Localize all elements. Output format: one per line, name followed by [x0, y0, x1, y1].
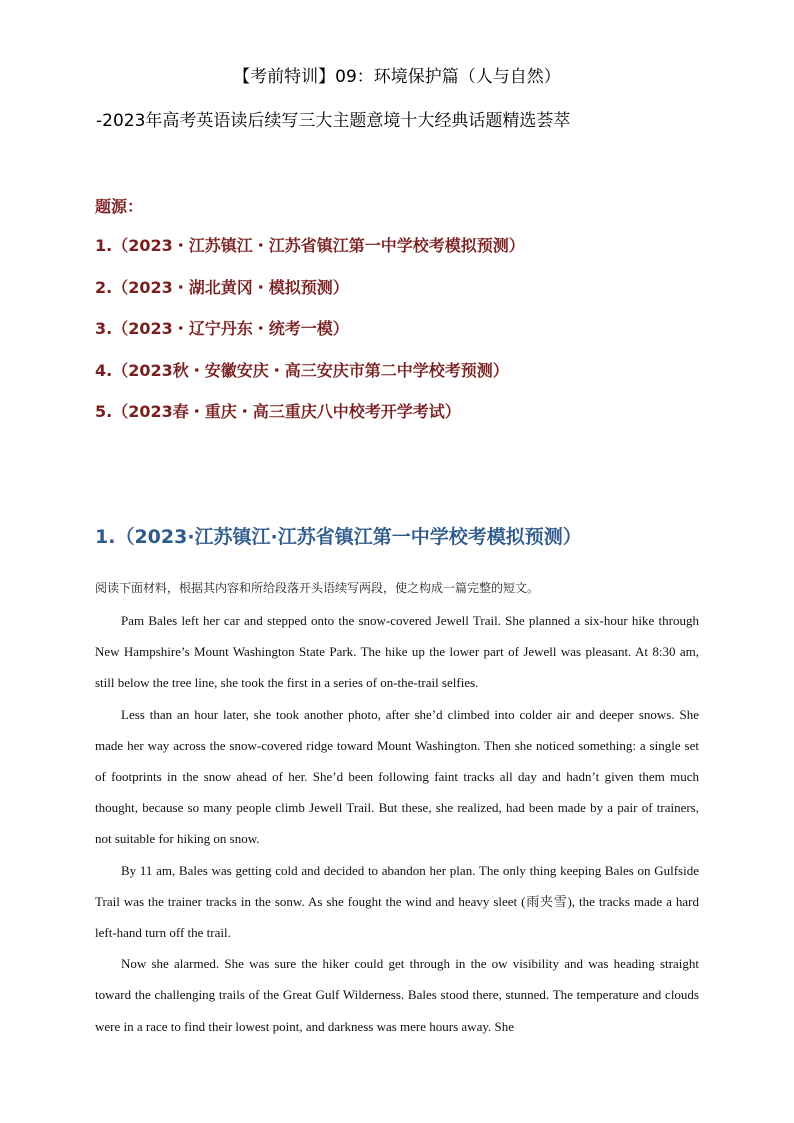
title-line-2: -2023年高考英语读后续写三大主题意境十大经典话题精选荟萃 — [96, 111, 571, 131]
passage-paragraph: By 11 am, Bales was getting cold and decided to abandon her plan. The only thing keeping Bales on Gulfside Trail was the trainer tracks in the sonw. As she fought the wind and heavy sleet (雨夹雪), the tracks made a hard left-hand turn off the trail. — [95, 862, 699, 941]
title-line-1: 【考前特训】09：环境保护篇（人与自然） — [233, 67, 561, 87]
source-item: 4.（2023秋・安徽安庆・高三安庆市第二中学校考预测） — [95, 360, 509, 380]
passage-paragraph: Less than an hour later, she took another photo, after she’d climbed into colder air and deeper snows. She made her way across the snow-covered ridge toward Mount Washington. Then she noticed something: a single set of footprints in the snow ahead of her. She’d been following faint tracks all day and hadn’t given them much thought, because so many people climb Jewell Trail. But these, she realized, had been made by a pair of trainers, not suitable for hiking on snow. — [95, 706, 699, 847]
section-heading: 1.（2023·江苏镇江·江苏省镇江第一中学校考模拟预测） — [95, 526, 582, 548]
reading-passage — [95, 605, 699, 1042]
sources-heading: 题源： — [95, 197, 144, 216]
source-item: 3.（2023・辽宁丹东・统考一模） — [95, 319, 349, 338]
passage-paragraph: Pam Bales left her car and stepped onto the snow-covered Jewell Trail. She planned a six-hour hike through New Hampshire’s Mount Washington State Park. The hike up the lower part of Jewell was pleasant. At 8:30 am, still below the tree line, she took the first in a series of on-the-trail selfies. — [95, 613, 699, 691]
source-item: 1.（2023・江苏镇江・江苏省镇江第一中学校考模拟预测） — [95, 236, 525, 255]
instruction-text: 阅读下面材料，根据其内容和所给段落开头语续写两段，使之构成一篇完整的短文。 — [95, 581, 540, 595]
passage-paragraph: Now she alarmed. She was sure the hiker could get through in the ow visibility and was heading straight toward the challenging trails of the Great Gulf Wilderness. Bales stood there, stunned. The temperature and clouds were in a race to find their lowest point, and darkness was mere hours away. She — [95, 956, 699, 1034]
sources-list — [95, 234, 525, 442]
source-item: 2.（2023・湖北黄冈・模拟预测） — [95, 277, 349, 297]
source-item: 5.（2023春・重庆・高三重庆八中校考开学考试） — [95, 402, 461, 421]
